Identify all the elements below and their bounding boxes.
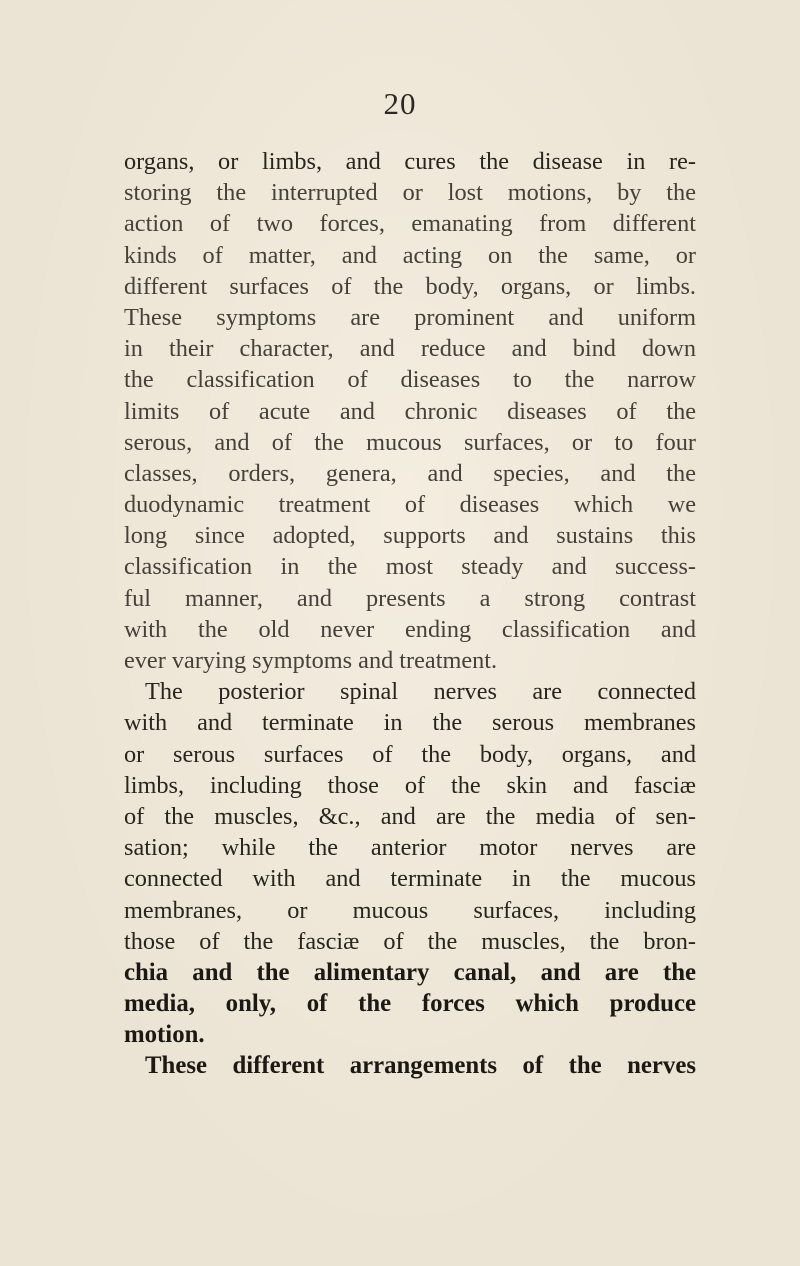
paragraph-2 xyxy=(124,676,696,1050)
text-line: chia and the alimentary canal, and are the xyxy=(124,958,696,986)
text-line: those of the fasciæ of the muscles, the bron- xyxy=(124,927,696,955)
text-line: duodynamic treatment of diseases which we xyxy=(124,491,696,519)
body-text xyxy=(124,146,696,1082)
text-line: sation; while the anterior motor nerves are xyxy=(124,834,696,862)
text-line: different surfaces of the body, organs, or limbs. xyxy=(124,272,696,300)
text-line: classification in the most steady and success- xyxy=(124,553,696,581)
text-line: long since adopted, supports and sustains this xyxy=(124,522,696,550)
text-line: or serous surfaces of the body, organs, and xyxy=(124,740,696,768)
text-line: ful manner, and presents a strong contrast xyxy=(124,584,696,612)
paragraph-1 xyxy=(124,146,696,676)
text-line: with and terminate in the serous membranes xyxy=(124,709,696,737)
text-line: The posterior spinal nerves are connected xyxy=(145,678,696,706)
text-line: organs, or limbs, and cures the disease in re- xyxy=(124,148,696,175)
text-line: limbs, including those of the skin and fasciæ xyxy=(124,771,696,799)
text-line: serous, and of the mucous surfaces, or to four xyxy=(124,428,696,456)
text-line: classes, orders, genera, and species, and the xyxy=(124,459,696,487)
text-line: These different arrangements of the nerves xyxy=(145,1052,696,1080)
text-line: the classification of diseases to the narrow xyxy=(124,366,696,394)
text-line: kinds of matter, and acting on the same, or xyxy=(124,241,696,269)
page-number: 20 xyxy=(383,86,417,121)
text-line: motion. xyxy=(124,1021,205,1049)
text-line: in their character, and reduce and bind down xyxy=(124,335,696,363)
paragraph-3 xyxy=(124,1050,696,1081)
text-line: membranes, or mucous surfaces, including xyxy=(124,896,696,924)
text-line: ever varying symptoms and treatment. xyxy=(124,647,498,674)
text-line: of the muscles, &c., and are the media of sen- xyxy=(124,802,696,830)
text-line: These symptoms are prominent and uniform xyxy=(124,303,696,331)
text-line: action of two forces, emanating from different xyxy=(124,210,696,238)
text-line: connected with and terminate in the mucous xyxy=(124,865,696,893)
text-line: media, only, of the forces which produce xyxy=(124,990,696,1018)
text-line: storing the interrupted or lost motions, by the xyxy=(124,179,696,207)
text-line: with the old never ending classification and xyxy=(124,615,696,643)
text-line: limits of acute and chronic diseases of the xyxy=(124,397,696,425)
